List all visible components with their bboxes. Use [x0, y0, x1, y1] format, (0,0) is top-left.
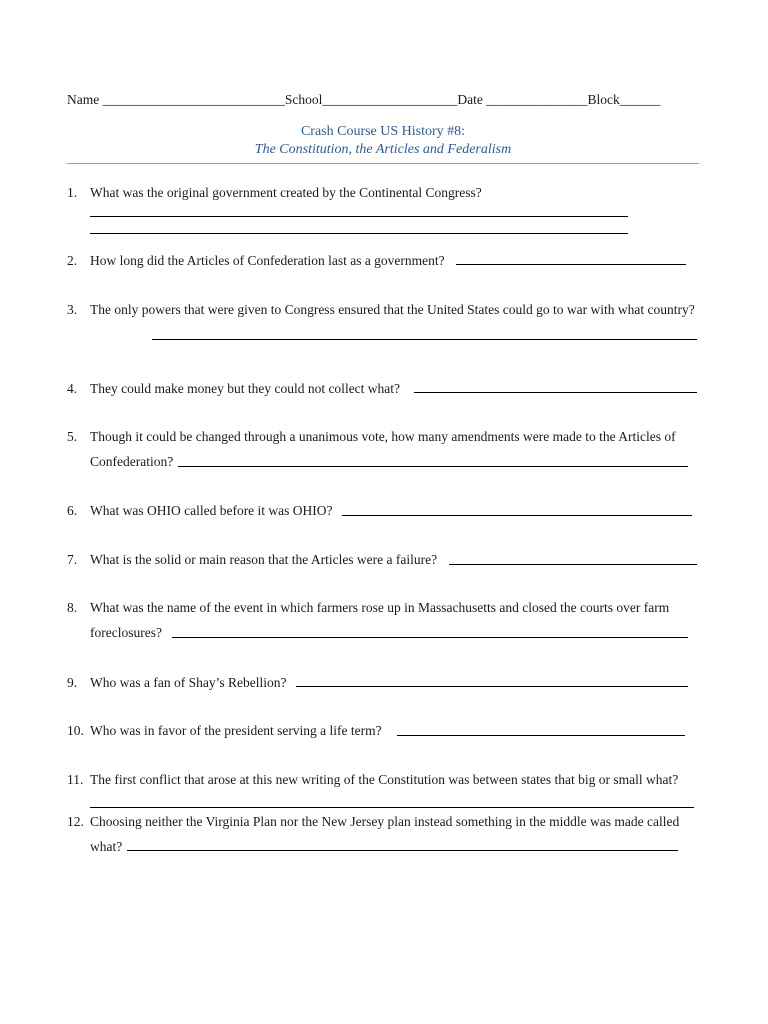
answer-line-5[interactable]: [178, 466, 688, 467]
question-text: Who was a fan of Shay’s Rebellion?: [90, 675, 287, 690]
question-number: 6.: [67, 503, 78, 518]
answer-line-2[interactable]: [456, 264, 686, 265]
question-3: [67, 297, 699, 322]
question-11: [67, 767, 699, 792]
title-subtitle: The Constitution, the Articles and Federalism: [254, 142, 512, 157]
question-6: [67, 498, 699, 523]
question-number: 7.: [67, 552, 78, 567]
question-4: [67, 376, 699, 401]
answer-line-9[interactable]: [296, 686, 688, 687]
worksheet-title: [67, 123, 699, 159]
question-12: [67, 809, 699, 859]
student-info-line: Name ___________________________School____________________Date _______________Block______: [67, 92, 661, 107]
answer-line-7[interactable]: [449, 564, 697, 565]
question-text: Though it could be changed through a unanimous vote, how many amendments were made to the Articles of Confederation?: [90, 429, 676, 469]
question-text: What is the solid or main reason that the Articles were a failure?: [90, 552, 438, 567]
answer-line-3[interactable]: [152, 339, 697, 340]
question-number: 5.: [67, 429, 78, 444]
question-number: 8.: [67, 600, 78, 615]
question-10: [67, 718, 699, 743]
answer-line-1b[interactable]: [90, 233, 628, 234]
question-text: The only powers that were given to Congress ensured that the United States could go to war with what country?: [90, 302, 695, 317]
answer-line-6[interactable]: [342, 515, 692, 516]
question-number: 12.: [67, 814, 84, 829]
question-9: [67, 670, 699, 695]
question-text: The first conflict that arose at this new writing of the Constitution was between states that big or small what?: [90, 772, 679, 787]
answer-line-8[interactable]: [172, 637, 688, 638]
answer-line-12[interactable]: [127, 850, 678, 851]
question-2: [67, 248, 699, 273]
question-text: They could make money but they could not collect what?: [90, 381, 401, 396]
question-1: [67, 180, 699, 205]
question-number: 10.: [67, 723, 84, 738]
question-text: Who was in favor of the president serving a life term?: [90, 723, 382, 738]
question-number: 9.: [67, 675, 78, 690]
question-7: [67, 547, 699, 572]
question-number: 3.: [67, 302, 78, 317]
question-text: How long did the Articles of Confederation last as a government?: [90, 253, 445, 268]
question-text: What was the name of the event in which farmers rose up in Massachusetts and closed the courts over farm foreclosures?: [90, 600, 670, 640]
answer-line-4[interactable]: [414, 392, 697, 393]
question-text: What was the original government created by the Continental Congress?: [90, 185, 482, 200]
question-text: Choosing neither the Virginia Plan nor the New Jersey plan instead something in the middle was made called what?: [90, 814, 680, 854]
question-number: 11.: [67, 772, 84, 787]
answer-line-11[interactable]: [90, 807, 694, 808]
question-number: 4.: [67, 381, 78, 396]
answer-line-1a[interactable]: [90, 216, 628, 217]
title-main: Crash Course US History #8:: [300, 124, 466, 139]
answer-line-10[interactable]: [397, 735, 685, 736]
title-divider: [67, 163, 699, 164]
question-number: 2.: [67, 253, 78, 268]
question-text: What was OHIO called before it was OHIO?: [90, 503, 333, 518]
question-number: 1.: [67, 185, 78, 200]
